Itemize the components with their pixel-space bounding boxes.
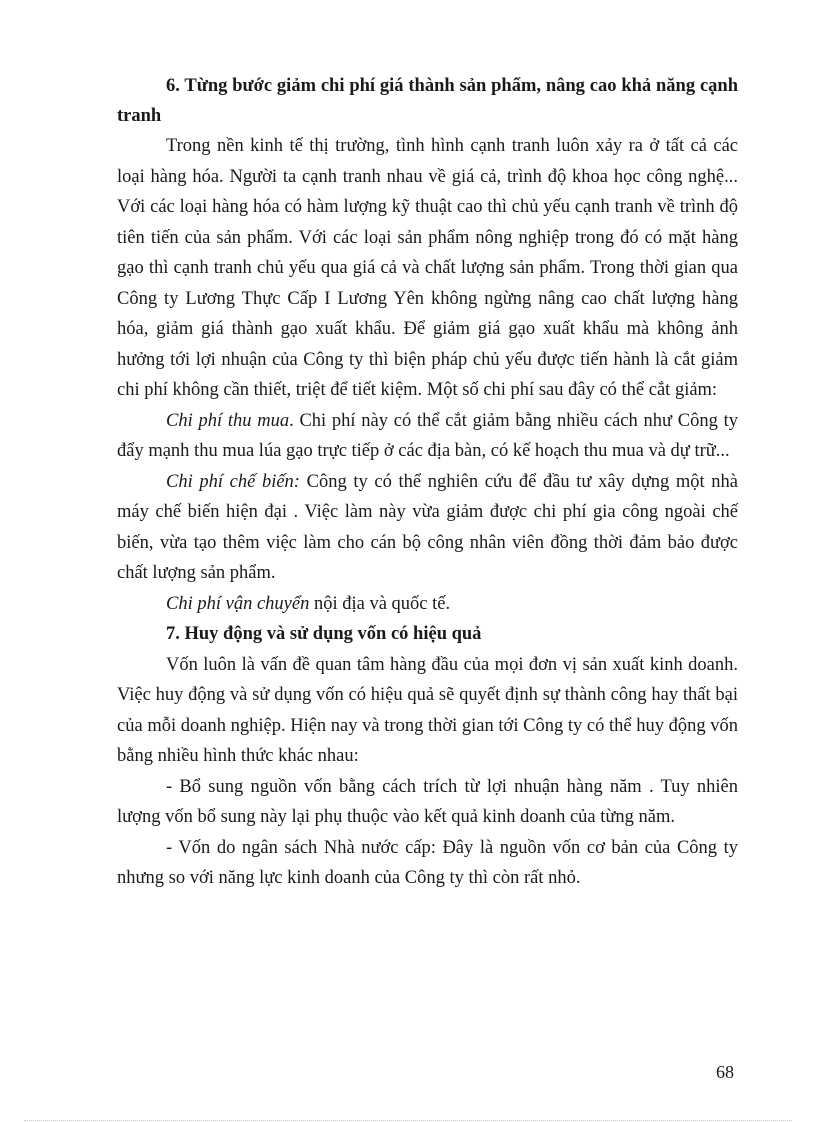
section-7-paragraph: Vốn luôn là vấn đề quan tâm hàng đầu của mọi đơn vị sản xuất kinh doanh. Việc huy động và sử dụng vốn có hiệu quả sẽ quyết định sự thành công hay thất bại của mỗi doanh nghiệp. Hiện nay và trong thời gian tới Công ty có thể huy động vốn bằng nhiều hình thức khác nhau: xyxy=(117,654,738,767)
cost-item-purchasing-text: . Chi phí này có thể cắt giảm bằng nhiều cách như Công ty đẩy mạnh thu mua lúa gạo trực tiếp ở các địa bàn, có kế hoạch thu mua và dự trữ... xyxy=(117,410,738,462)
page-number: 68 xyxy=(716,1062,734,1082)
cost-item-processing-label: Chi phí chế biến: xyxy=(166,471,300,492)
document-page xyxy=(117,72,738,894)
cost-item-purchasing-label: Chi phí thu mua xyxy=(166,410,290,431)
section-6-heading: 6. Từng bước giảm chi phí giá thành sản phẩm, nâng cao khả năng cạnh tranh xyxy=(117,76,738,126)
cost-item-processing xyxy=(117,467,738,589)
page-bottom-divider xyxy=(24,1120,792,1121)
section-7-heading: 7. Huy động và sử dụng vốn có hiệu quả xyxy=(166,624,482,645)
cost-item-transport-text: nội địa và quốc tế. xyxy=(309,593,451,614)
cost-item-processing-text: Công ty có thể nghiên cứu để đầu tư xây dựng một nhà máy chế biến hiện đại . Việc làm này vừa giảm được chi phí gia công ngoài chế biến, vừa tạo thêm việc làm cho cán bộ công nhân viên đồng thời đảm bảo được chất lượng sản phẩm. xyxy=(117,471,738,584)
cost-item-transport xyxy=(117,589,738,620)
cost-item-transport-label: Chi phí vận chuyển xyxy=(166,593,310,614)
cost-item-purchasing xyxy=(117,406,738,467)
section-6-paragraph: Trong nền kinh tế thị trường, tình hình cạnh tranh luôn xảy ra ở tất cả các loại hàng hóa. Người ta cạnh tranh nhau về giá cả, trình độ khoa học công nghệ... Với các loại hàng hóa có hàm lượng kỹ thuật cao thì chủ yếu cạnh tranh về trình độ tiên tiến của sản phẩm. Với các loại sản phẩm nông nghiệp trong đó có mặt hàng gạo thì cạnh tranh chủ yếu qua giá cả và chất lượng sản phẩm. Trong thời gian qua Công ty Lương Thực Cấp I Lương Yên không ngừng nâng cao chất lượng hàng hóa, giảm giá thành gạo xuất khẩu. Để giảm giá gạo xuất khẩu mà không ảnh hưởng tới lợi nhuận của Công ty thì biện pháp chủ yếu được tiến hành là cắt giảm chi phí không cần thiết, triệt để tiết kiệm. Một số chi phí sau đây có thể cắt giảm: xyxy=(117,136,738,401)
capital-source-profit: - Bổ sung nguồn vốn bằng cách trích từ lợi nhuận hàng năm . Tuy nhiên lượng vốn bổ sung này lại phụ thuộc vào kết quả kinh doanh của từng năm. xyxy=(117,776,738,828)
capital-source-state-budget: - Vốn do ngân sách Nhà nước cấp: Đây là nguồn vốn cơ bản của Công ty nhưng so với năng lực kinh doanh của Công ty thì còn rất nhỏ. xyxy=(117,837,738,889)
